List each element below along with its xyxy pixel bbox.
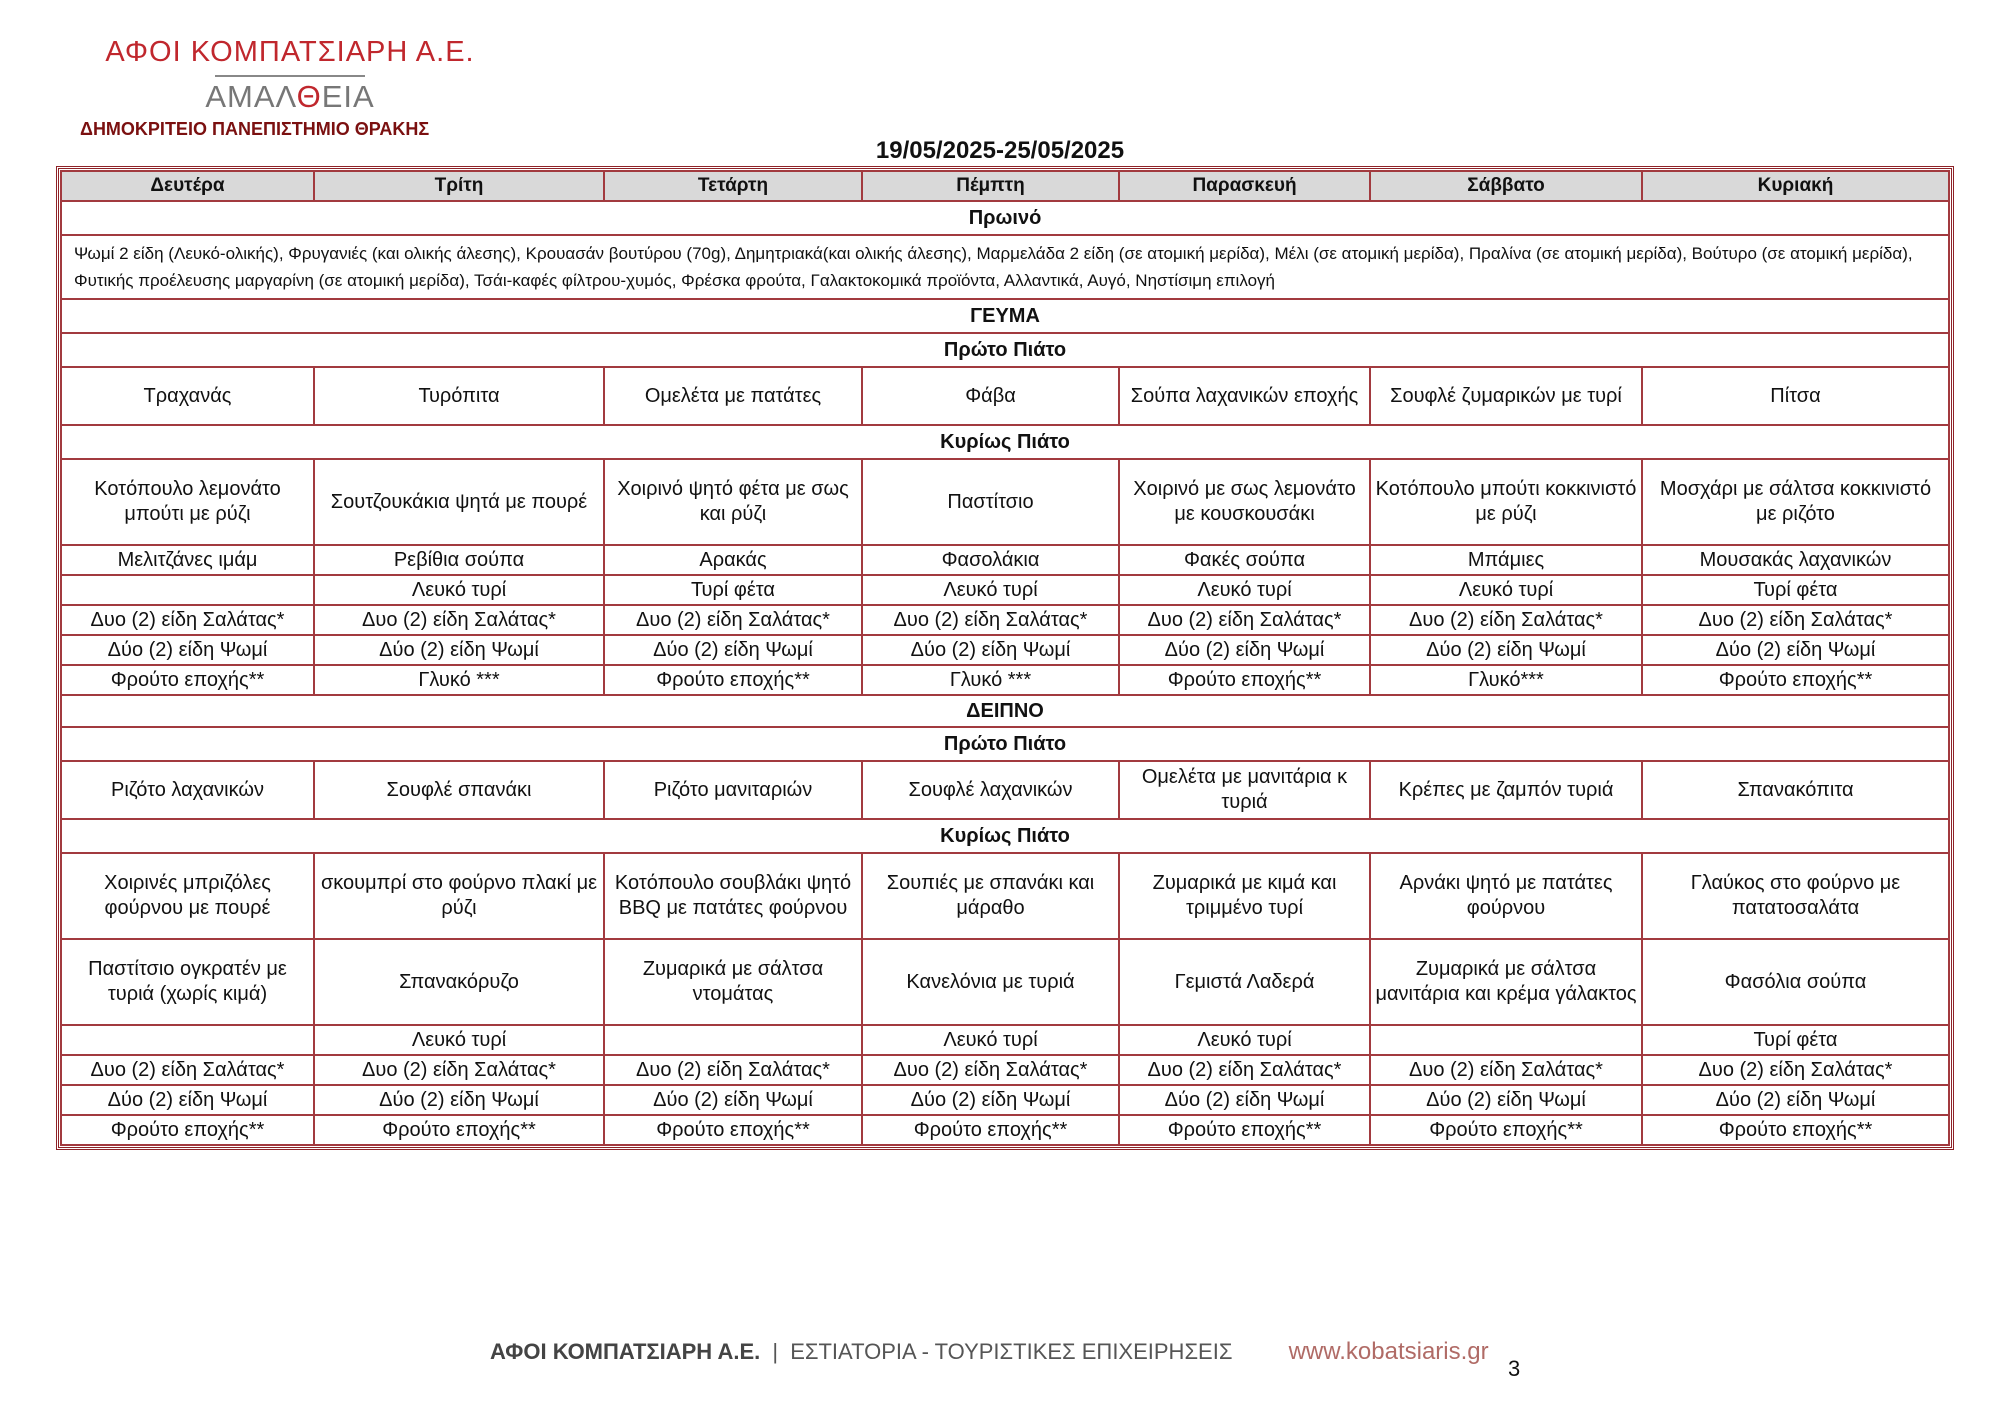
menu-cell: Φρούτο εποχής**	[1642, 665, 1949, 695]
menu-cell: Φρούτο εποχής**	[1370, 1115, 1642, 1145]
menu-cell: Δύο (2) είδη Ψωμί	[1642, 635, 1949, 665]
menu-cell: Φασόλια σούπα	[1642, 939, 1949, 1025]
menu-cell: Δύο (2) είδη Ψωμί	[862, 635, 1119, 665]
menu-cell: Τυρί φέτα	[1642, 575, 1949, 605]
footer-separator: |	[772, 1339, 779, 1364]
menu-cell: Ομελέτα με μανιτάρια κ τυριά	[1119, 761, 1370, 819]
menu-cell	[61, 575, 314, 605]
menu-cell: Φασολάκια	[862, 545, 1119, 575]
lunch-main-course-row	[61, 459, 1949, 545]
menu-cell: Χοιρινές μπριζόλες φούρνου με πουρέ	[61, 853, 314, 939]
weekly-menu-frame	[56, 166, 1954, 1150]
menu-cell: Σουπιές με σπανάκι και μάραθο	[862, 853, 1119, 939]
menu-cell: Φρούτο εποχής**	[61, 1115, 314, 1145]
menu-cell: Κοτόπουλο μπούτι κοκκινιστό με ρύζι	[1370, 459, 1642, 545]
menu-cell: Παστίτσιο	[862, 459, 1119, 545]
menu-cell: Φρούτο εποχής**	[61, 665, 314, 695]
menu-cell: Ομελέτα με πατάτες	[604, 367, 862, 425]
menu-cell: Δύο (2) είδη Ψωμί	[604, 1085, 862, 1115]
menu-cell: Αρακάς	[604, 545, 862, 575]
dinner-bread-row	[61, 1085, 1949, 1115]
logo-brand-theta: Θ	[296, 79, 322, 114]
menu-cell: Σουφλέ λαχανικών	[862, 761, 1119, 819]
menu-cell: Δυο (2) είδη Σαλάτας*	[61, 605, 314, 635]
menu-cell: Γλυκό ***	[314, 665, 604, 695]
menu-cell: Σούπα λαχανικών εποχής	[1119, 367, 1370, 425]
menu-cell: Γλυκό***	[1370, 665, 1642, 695]
menu-cell: Χοιρινό με σως λεμονάτο με κουσκουσάκι	[1119, 459, 1370, 545]
menu-cell: Δύο (2) είδη Ψωμί	[1370, 1085, 1642, 1115]
day-header: Κυριακή	[1642, 171, 1949, 201]
day-header: Δευτέρα	[61, 171, 314, 201]
menu-cell: Φακές σούπα	[1119, 545, 1370, 575]
page-number: 3	[1508, 1356, 1521, 1381]
menu-cell: Σουφλέ σπανάκι	[314, 761, 604, 819]
menu-cell: Λευκό τυρί	[314, 1025, 604, 1055]
menu-cell: Αρνάκι ψητό με πατάτες φούρνου	[1370, 853, 1642, 939]
menu-cell: Δύο (2) είδη Ψωμί	[862, 1085, 1119, 1115]
menu-cell: Μουσακάς λαχανικών	[1642, 545, 1949, 575]
menu-cell: Δυο (2) είδη Σαλάτας*	[604, 1055, 862, 1085]
menu-cell: Δύο (2) είδη Ψωμί	[604, 635, 862, 665]
menu-cell: Λευκό τυρί	[862, 1025, 1119, 1055]
menu-cell: Δύο (2) είδη Ψωμί	[61, 635, 314, 665]
dinner-cheese-row	[61, 1025, 1949, 1055]
menu-cell: Δυο (2) είδη Σαλάτας*	[862, 605, 1119, 635]
menu-cell: Τυρί φέτα	[1642, 1025, 1949, 1055]
menu-cell: Τραχανάς	[61, 367, 314, 425]
menu-cell: Κοτόπουλο λεμονάτο μπούτι με ρύζι	[61, 459, 314, 545]
lunch-main-course-title: Κυρίως Πιάτο	[61, 425, 1949, 459]
menu-cell: Ζυμαρικά με σάλτσα μανιτάρια και κρέμα γάλακτος	[1370, 939, 1642, 1025]
day-header: Τετάρτη	[604, 171, 862, 201]
menu-cell: Ρεβίθια σούπα	[314, 545, 604, 575]
menu-cell: Φάβα	[862, 367, 1119, 425]
dinner-main-course-row	[61, 853, 1949, 939]
menu-cell: Μπάμιες	[1370, 545, 1642, 575]
menu-cell: Λευκό τυρί	[1119, 575, 1370, 605]
lunch-alternative-row	[61, 545, 1949, 575]
menu-cell: Κανελόνια με τυριά	[862, 939, 1119, 1025]
day-header: Παρασκευή	[1119, 171, 1370, 201]
lunch-cheese-row	[61, 575, 1949, 605]
menu-cell: Πίτσα	[1642, 367, 1949, 425]
breakfast-items: Ψωμί 2 είδη (Λευκό-ολικής), Φρυγανιές (και ολικής άλεσης), Κρουασάν βουτύρου (70g), Δημητριακά(και ολικής άλεσης), Μαρμελάδα 2 είδη (σε ατομική μερίδα), Μέλι (σε ατομική μερίδα), Πραλίνα (σε ατομική μερίδα), Βούτυρο (σε ατομική μερίδα), Φυτικής προέλευσης μαργαρίνη (σε ατομική μερίδα), Τσάι-καφές φίλτρου-χυμός, Φρέσκα φρούτα, Γαλακτοκομικά προϊόντα, Αλλαντικά, Αυγό, Νηστίσιμη επιλογή	[61, 235, 1949, 299]
menu-cell: Δύο (2) είδη Ψωμί	[314, 635, 604, 665]
menu-cell	[61, 1025, 314, 1055]
logo-brand-part-b: ΕΙΑ	[321, 79, 375, 114]
lunch-first-course-title: Πρώτο Πιάτο	[61, 333, 1949, 367]
lunch-salad-row	[61, 605, 1949, 635]
menu-cell: Λευκό τυρί	[862, 575, 1119, 605]
menu-cell: Δύο (2) είδη Ψωμί	[61, 1085, 314, 1115]
menu-cell: Φρούτο εποχής**	[604, 1115, 862, 1145]
menu-cell: Δύο (2) είδη Ψωμί	[1119, 635, 1370, 665]
dinner-salad-row	[61, 1055, 1949, 1085]
footer-website: www.kobatsiaris.gr	[1288, 1338, 1489, 1365]
dinner-alternative-row	[61, 939, 1949, 1025]
menu-cell: Σπανακόπιτα	[1642, 761, 1949, 819]
logo-divider	[215, 75, 365, 77]
weekly-menu-table	[60, 170, 1950, 1146]
menu-cell	[1370, 1025, 1642, 1055]
menu-cell: Σουφλέ ζυμαρικών με τυρί	[1370, 367, 1642, 425]
menu-cell: Γλαύκος στο φούρνο με πατατοσαλάτα	[1642, 853, 1949, 939]
menu-cell: Δυο (2) είδη Σαλάτας*	[604, 605, 862, 635]
logo-company-name: ΑΦΟΙ ΚΟΜΠΑΤΣΙΑΡΗ Α.Ε.	[105, 36, 475, 68]
day-header-row	[61, 171, 1949, 201]
menu-cell: Χοιρινό ψητό φέτα με σως και ρύζι	[604, 459, 862, 545]
page-footer	[490, 1338, 1489, 1366]
menu-cell: Δυο (2) είδη Σαλάτας*	[314, 605, 604, 635]
menu-cell: Γεμιστά Λαδερά	[1119, 939, 1370, 1025]
lunch-first-course-row	[61, 367, 1949, 425]
menu-cell: Φρούτο εποχής**	[862, 1115, 1119, 1145]
menu-cell: Δυο (2) είδη Σαλάτας*	[61, 1055, 314, 1085]
menu-cell: Δυο (2) είδη Σαλάτας*	[862, 1055, 1119, 1085]
dinner-title: ΔΕΙΠΝΟ	[61, 695, 1949, 727]
menu-cell: Τυρόπιτα	[314, 367, 604, 425]
day-header: Πέμπτη	[862, 171, 1119, 201]
week-range: 19/05/2025-25/05/2025	[875, 137, 1125, 164]
menu-cell: Δυο (2) είδη Σαλάτας*	[314, 1055, 604, 1085]
dinner-dessert-row	[61, 1115, 1949, 1145]
menu-cell: Ζυμαρικά με σάλτσα ντομάτας	[604, 939, 862, 1025]
menu-cell: Ριζότο λαχανικών	[61, 761, 314, 819]
menu-cell	[604, 1025, 862, 1055]
menu-cell: Κρέπες με ζαμπόν τυριά	[1370, 761, 1642, 819]
menu-cell: Σπανακόρυζο	[314, 939, 604, 1025]
menu-cell: Σουτζουκάκια ψητά με πουρέ	[314, 459, 604, 545]
menu-cell: Δυο (2) είδη Σαλάτας*	[1642, 605, 1949, 635]
university-name: ΔΗΜΟΚΡΙΤΕΙΟ ΠΑΝΕΠΙΣΤΗΜΙΟ ΘΡΑΚΗΣ	[80, 119, 430, 139]
menu-cell: Δυο (2) είδη Σαλάτας*	[1119, 1055, 1370, 1085]
menu-cell: Παστίτσιο ογκρατέν με τυριά (χωρίς κιμά)	[61, 939, 314, 1025]
menu-cell: Ζυμαρικά με κιμά και τριμμένο τυρί	[1119, 853, 1370, 939]
menu-cell: Λευκό τυρί	[1119, 1025, 1370, 1055]
menu-cell: Δυο (2) είδη Σαλάτας*	[1119, 605, 1370, 635]
menu-cell: Ριζότο μανιταριών	[604, 761, 862, 819]
menu-cell: Δύο (2) είδη Ψωμί	[1642, 1085, 1949, 1115]
footer-company: ΑΦΟΙ ΚΟΜΠΑΤΣΙΑΡΗ Α.Ε.	[490, 1339, 761, 1364]
menu-cell: Φρούτο εποχής**	[604, 665, 862, 695]
menu-cell: Δύο (2) είδη Ψωμί	[314, 1085, 604, 1115]
dinner-first-course-title: Πρώτο Πιάτο	[61, 727, 1949, 761]
logo-brand	[100, 79, 480, 115]
menu-cell: Φρούτο εποχής**	[1642, 1115, 1949, 1145]
menu-cell: Δυο (2) είδη Σαλάτας*	[1370, 1055, 1642, 1085]
menu-cell: Δυο (2) είδη Σαλάτας*	[1370, 605, 1642, 635]
day-header: Τρίτη	[314, 171, 604, 201]
menu-cell: Λευκό τυρί	[314, 575, 604, 605]
lunch-title: ΓΕΥΜΑ	[61, 299, 1949, 333]
menu-cell: Φρούτο εποχής**	[1119, 1115, 1370, 1145]
menu-cell: Δυο (2) είδη Σαλάτας*	[1642, 1055, 1949, 1085]
breakfast-title: Πρωινό	[61, 201, 1949, 235]
menu-cell: Δύο (2) είδη Ψωμί	[1119, 1085, 1370, 1115]
menu-cell: Φρούτο εποχής**	[1119, 665, 1370, 695]
menu-cell: Λευκό τυρί	[1370, 575, 1642, 605]
menu-cell: Τυρί φέτα	[604, 575, 862, 605]
dinner-main-course-title: Κυρίως Πιάτο	[61, 819, 1949, 853]
lunch-bread-row	[61, 635, 1949, 665]
lunch-dessert-row	[61, 665, 1949, 695]
footer-tagline: ΕΣΤΙΑΤΟΡΙΑ - ΤΟΥΡΙΣΤΙΚΕΣ ΕΠΙΧΕΙΡΗΣΕΙΣ	[790, 1339, 1233, 1364]
company-logo	[100, 36, 480, 115]
menu-cell: Μοσχάρι με σάλτσα κοκκινιστό με ριζότο	[1642, 459, 1949, 545]
menu-cell: Δύο (2) είδη Ψωμί	[1370, 635, 1642, 665]
menu-cell: Κοτόπουλο σουβλάκι ψητό BBQ με πατάτες φούρνου	[604, 853, 862, 939]
logo-brand-part-a: ΑΜΑΛ	[205, 79, 297, 114]
day-header: Σάββατο	[1370, 171, 1642, 201]
dinner-first-course-row	[61, 761, 1949, 819]
menu-cell: Γλυκό ***	[862, 665, 1119, 695]
menu-cell: σκουμπρί στο φούρνο πλακί με ρύζι	[314, 853, 604, 939]
menu-cell: Φρούτο εποχής**	[314, 1115, 604, 1145]
menu-cell: Μελιτζάνες ιμάμ	[61, 545, 314, 575]
